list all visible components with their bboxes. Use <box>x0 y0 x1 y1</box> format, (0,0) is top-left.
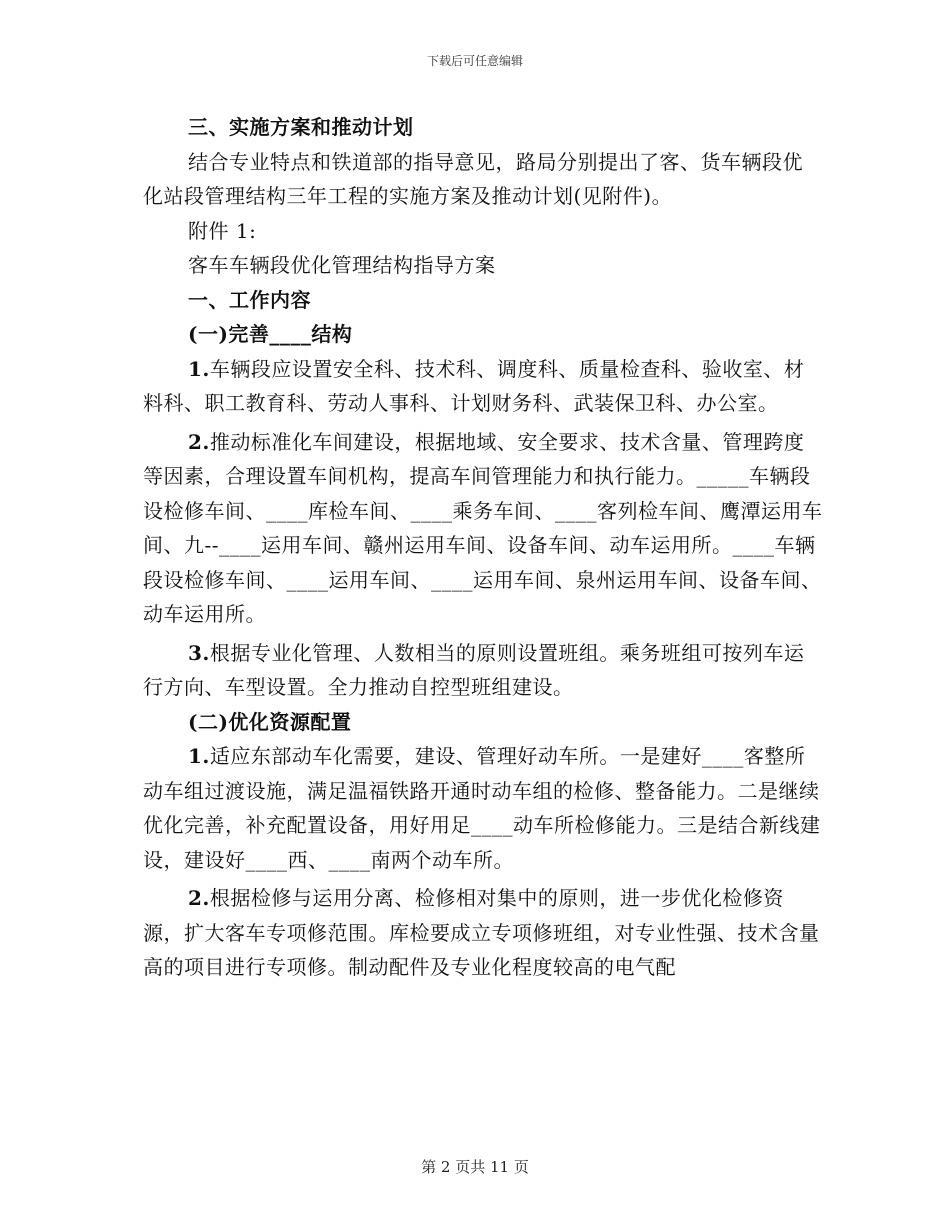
attachment-title: 客车车辆段优化管理结构指导方案 <box>188 253 496 277</box>
page-header: 下载后可任意编辑 <box>426 54 523 68</box>
item-text: 推动标准化车间建设，根据地域、安全要求、技术含量、管理跨度等因素，合理设置车间机构，提高车间管理能力和执行能力。_____车辆段设检修车间、____库检车间、____乘务车间、____客列检车间、鹰潭运用车间、九--____运用车间、赣州运用车间、设备车间、动车运用所。____车辆段设检修车间、____运用车间、____运用车间、泉州运用车间、设备车间、动车运用所。 <box>143 429 823 626</box>
list-item <box>143 636 823 705</box>
section-heading-1: 一、工作内容 <box>188 287 311 312</box>
item-number: 2. <box>188 429 210 454</box>
item-number: 2. <box>188 886 210 910</box>
item-number: 1. <box>188 744 210 768</box>
subsection-heading-2: (二)优化资源配置 <box>188 709 352 734</box>
item-text: 根据检修与运用分离、检修相对集中的原则，进一步优化检修资源，扩大客车专项修范围。库检要成立专项修班组，对专业性强、技术含量高的项目进行专项修。制动配件及专业化程度较高的电气配 <box>143 886 820 979</box>
list-item <box>143 739 823 877</box>
document-body <box>143 110 823 985</box>
item-text: 适应东部动车化需要，建设、管理好动车所。一是建好____客整所动车组过渡设施，满足温福铁路开通时动车组的检修、整备能力。二是继续优化完善，补充配置设备，用好用足____动车所检修能力。三是结合新线建设，建设好____西、____南两个动车所。 <box>143 744 821 872</box>
item-number: 1. <box>188 356 210 381</box>
item-number: 3. <box>188 640 210 665</box>
list-item <box>143 352 823 421</box>
attachment-label: 附件 1: <box>188 218 257 243</box>
list-item <box>143 425 823 632</box>
item-text: 车辆段应设置安全科、技术科、调度科、质量检查科、验收室、材料科、职工教育科、劳动人事科、计划财务科、武装保卫科、办公室。 <box>143 356 805 415</box>
subsection-heading-1: (一)完善____结构 <box>188 322 353 346</box>
section-heading-3: 三、实施方案和推动计划 <box>188 115 414 139</box>
list-item <box>143 881 823 985</box>
paragraph-intro: 结合专业特点和铁道部的指导意见，路局分别提出了客、货车辆段优化站段管理结构三年工程的实施方案及推动计划(见附件)。 <box>143 149 803 208</box>
page-footer: 第 2 页共 11 页 <box>421 1158 529 1176</box>
item-text: 根据专业化管理、人数相当的原则设置班组。乘务班组可按列车运行方向、车型设置。全力推动自控型班组建设。 <box>143 640 805 699</box>
